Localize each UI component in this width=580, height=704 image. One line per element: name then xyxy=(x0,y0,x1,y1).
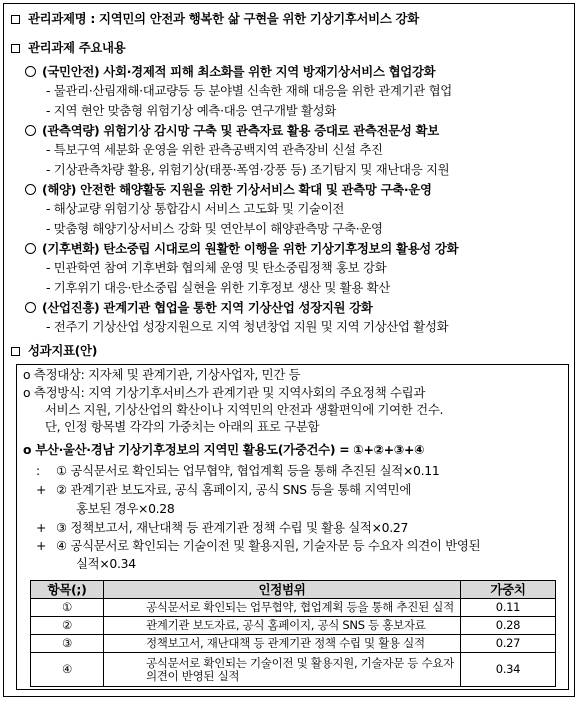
item-detail: - 기상관측차량 활용, 위험기상(태풍·폭염·강풍 등) 조기탐지 및 재난대응 지원 xyxy=(46,162,450,177)
formula: o 부산·울산·경남 기상기후정보의 지역민 활용도(가중건수) = ①+②+③+④ xyxy=(23,442,425,457)
table-cell: ③ xyxy=(31,635,104,653)
formula-term: 실적×0.34 xyxy=(76,556,136,571)
item-detail: - 전주기 기상산업 성장지원으로 지역 청년창업 지원 및 지역 기상산업 활성화 xyxy=(46,319,449,334)
item-detail: - 기후위기 대응·탄소중립 실현을 위한 기후정보 생산 및 활용 확산 xyxy=(46,280,390,295)
square-bullet-icon xyxy=(11,44,20,53)
table-row xyxy=(31,635,556,653)
table-cell: ② xyxy=(31,617,104,635)
column-header: 인정범위 xyxy=(104,581,461,599)
measure-method-line: 단, 인정 항목별 각각의 가중치는 아래의 표로 구분함 xyxy=(45,419,320,434)
table-cell: ① xyxy=(31,599,104,617)
measure-method-line: 서비스 지원, 기상산업의 확산이나 지역민의 안전과 생활편익에 기여한 건수. xyxy=(45,402,444,417)
formula-term: ① 공식문서로 확인되는 업무협약, 협업계획 등을 통해 추진된 실적×0.11 xyxy=(56,463,440,478)
measure-target: o 측정대상: 지자체 및 관계기관, 기상사업자, 민간 등 xyxy=(23,367,301,382)
item-heading: (관측역량) 위험기상 감시망 구축 및 관측자료 활용 증대로 관측전문성 확보 xyxy=(25,123,439,139)
table-cell: ④ xyxy=(31,653,104,687)
table-cell: 0.27 xyxy=(461,635,556,653)
term-operator: + xyxy=(36,482,47,497)
measure-method-line: o 측정방식: 지역 기상기후서비스가 관계기관 및 지역사회의 주요정책 수립과 xyxy=(23,385,426,400)
term-operator: + xyxy=(36,538,47,553)
table-cell: 공식문서로 확인되는 업무협약, 협업계획 등을 통해 추진된 실적 xyxy=(104,599,461,617)
table-cell: 공식문서로 확인되는 기술이전 및 활용지원, 기술자문 등 수요자 의견이 반영된 실적 xyxy=(104,653,461,687)
circle-bullet-icon xyxy=(25,184,36,195)
weights-table xyxy=(30,580,556,687)
item-detail: - 맞춤형 해양기상서비스 강화 및 연안부이 해양관측망 구축·운영 xyxy=(46,221,383,236)
circle-bullet-icon xyxy=(25,125,36,136)
item-heading: (산업진흥) 관계기관 협업을 통한 지역 기상산업 성장지원 강화 xyxy=(25,300,373,316)
item-heading: (해양) 안전한 해양활동 지원을 위한 기상서비스 확대 및 관측망 구축·운영 xyxy=(25,182,432,198)
formula-term: 홍보된 경우×0.28 xyxy=(76,501,175,516)
table-cell: 0.11 xyxy=(461,599,556,617)
formula-term: ④ 공식문서로 확인되는 기술이전 및 활용지원, 기술자문 등 수요자 의견이 반영된 xyxy=(56,538,481,553)
circle-bullet-icon xyxy=(25,243,36,254)
term-operator: + xyxy=(36,520,47,535)
task-title: 관리과제명 : 지역민의 안전과 행복한 삶 구현을 위한 기상기후서비스 강화 xyxy=(11,11,419,27)
table-header-row xyxy=(31,581,556,599)
item-detail: - 물관리·산림재해·대교량등 등 분야별 신속한 재해 대응을 위한 관계기관 협업 xyxy=(46,83,452,98)
table-cell: 정책보고서, 재난대책 등 관계기관 정책 수립 및 활용 실적 xyxy=(104,635,461,653)
term-operator: : xyxy=(36,463,40,478)
table-row xyxy=(31,599,556,617)
content-heading: 관리과제 주요내용 xyxy=(11,40,125,56)
table-cell: 관계기관 보도자료, 공식 홈페이지, 공식 SNS 등 홍보자료 xyxy=(104,617,461,635)
square-bullet-icon xyxy=(11,15,20,24)
formula-term: ③ 정책보고서, 재난대책 등 관계기관 정책 수립 및 활용 실적×0.27 xyxy=(56,520,409,535)
table-cell: 0.28 xyxy=(461,617,556,635)
item-detail: - 지역 현안 맞춤형 위험기상 예측·대응 연구개발 활성화 xyxy=(46,103,337,118)
table-row xyxy=(31,653,556,687)
item-heading: (기후변화) 탄소중립 시대로의 원활한 이행을 위한 기상기후정보의 활용성 강화 xyxy=(25,241,458,257)
column-header: 가중치 xyxy=(461,581,556,599)
square-bullet-icon xyxy=(11,347,20,356)
indicator-heading: 성과지표(안) xyxy=(11,343,97,359)
item-detail: - 해상교량 위험기상 통합감시 서비스 고도화 및 기술이전 xyxy=(46,201,345,216)
table-cell: 0.34 xyxy=(461,653,556,687)
circle-bullet-icon xyxy=(25,66,36,77)
item-detail: - 특보구역 세분화 운영을 위한 관측공백지역 관측장비 신설 추진 xyxy=(46,142,383,157)
item-heading: (국민안전) 사회·경제적 피해 최소화를 위한 지역 방재기상서비스 협업강화 xyxy=(25,64,435,80)
column-header: 항목(;) xyxy=(31,581,104,599)
table-row xyxy=(31,617,556,635)
circle-bullet-icon xyxy=(25,302,36,313)
item-detail: - 민관학연 참여 기후변화 협의체 운영 및 탄소중립정책 홍보 강화 xyxy=(46,260,387,275)
formula-term: ② 관계기관 보도자료, 공식 홈페이지, 공식 SNS 등을 통해 지역민에 xyxy=(56,482,411,497)
